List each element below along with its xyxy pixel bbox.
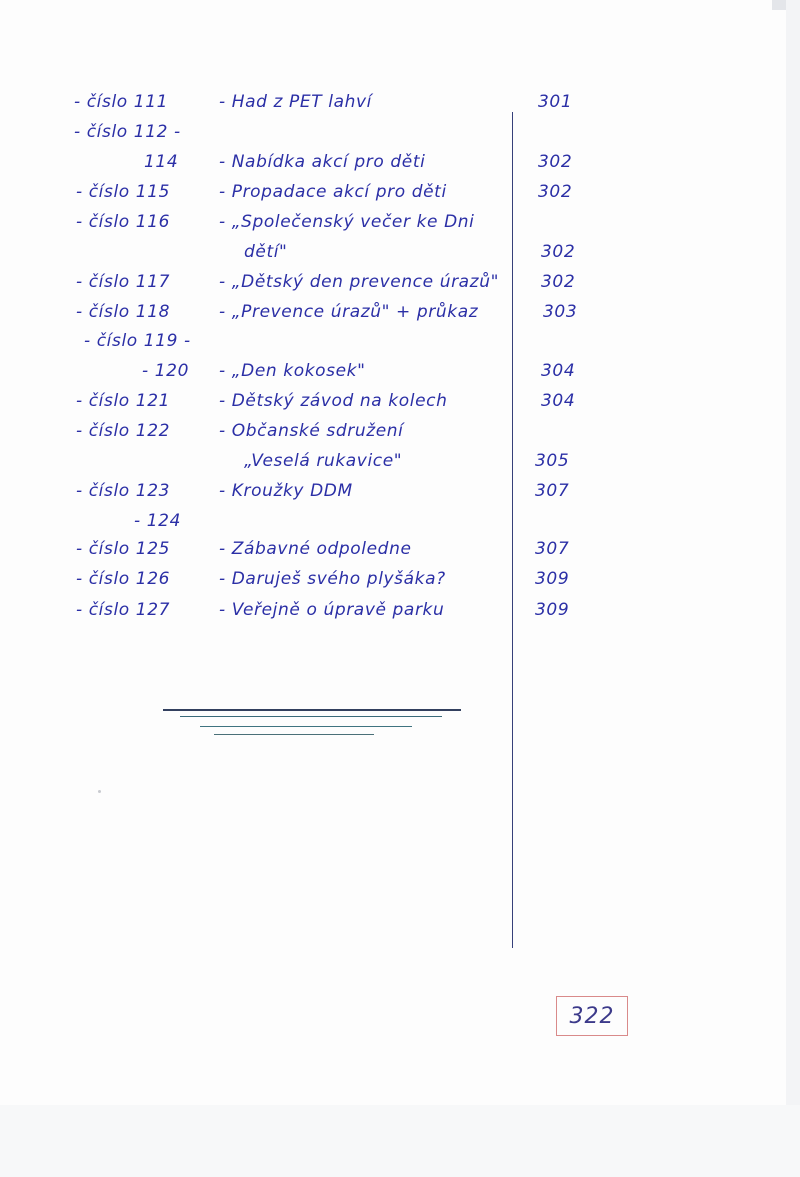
entry-number: - číslo 111 [74,92,169,112]
entry-page: 302 [541,272,576,292]
entry-title: - Dětský závod na kolech [219,391,448,411]
entry-number: - číslo 119 - [84,331,191,351]
entry-number: - číslo 121 [76,391,171,411]
entry-title-continued: „Veselá rukavice" [244,451,403,471]
entry-title: - „Dětský den prevence úrazů" [219,272,499,292]
entry-number: - číslo 115 [76,182,171,202]
scan-speck [98,790,101,793]
entry-page: 303 [543,302,578,322]
entry-number: - číslo 122 [76,421,171,441]
closing-underline [200,726,412,727]
entry-title: - „Společenský večer ke Dni [219,212,475,232]
scan-corner-mark [772,0,786,10]
entry-number: - 120 [142,361,189,381]
entry-title: - Daruješ svého plyšáka? [219,569,446,589]
entry-number: - číslo 123 [76,481,171,501]
entry-page: 302 [538,182,573,202]
entry-page: 301 [538,92,573,112]
entry-page: 307 [535,539,570,559]
entry-number: - číslo 112 - [74,122,181,142]
entry-number: - číslo 117 [76,272,171,292]
entry-page: 302 [541,242,576,262]
page-column-rule [512,112,513,948]
entry-title: - Občanské sdružení [219,421,404,441]
entry-number: - číslo 127 [76,600,171,620]
entry-number: - číslo 116 [76,212,171,232]
entry-page: 309 [535,600,570,620]
entry-page: 309 [535,569,570,589]
page-number: 322 [569,1003,615,1029]
entry-page: 302 [538,152,573,172]
entry-number: 114 [144,152,179,172]
entry-title: - Kroužky DDM [219,481,353,501]
entry-title: - „Den kokosek" [219,361,366,381]
entry-number: - 124 [134,511,181,531]
entry-number: - číslo 118 [76,302,171,322]
entry-title: - Had z PET lahví [219,92,372,112]
entry-page: 304 [541,361,576,381]
entry-title-continued: dětí" [244,242,288,262]
entry-title: - Zábavné odpoledne [219,539,412,559]
page-number-stamp [556,996,628,1036]
entry-page: 305 [535,451,570,471]
scan-margin-bottom [0,1105,800,1177]
entry-page: 304 [541,391,576,411]
entry-page: 307 [535,481,570,501]
entry-title: - „Prevence úrazů" + průkaz [219,302,479,322]
closing-underline [180,716,442,717]
closing-underline [214,734,374,735]
entry-number: - číslo 126 [76,569,171,589]
entry-title: - Veřejně o úpravě parku [219,600,445,620]
entry-number: - číslo 125 [76,539,171,559]
entry-title: - Propadace akcí pro děti [219,182,447,202]
closing-underline [163,709,461,711]
entry-title: - Nabídka akcí pro děti [219,152,426,172]
scan-margin-right [786,0,800,1177]
